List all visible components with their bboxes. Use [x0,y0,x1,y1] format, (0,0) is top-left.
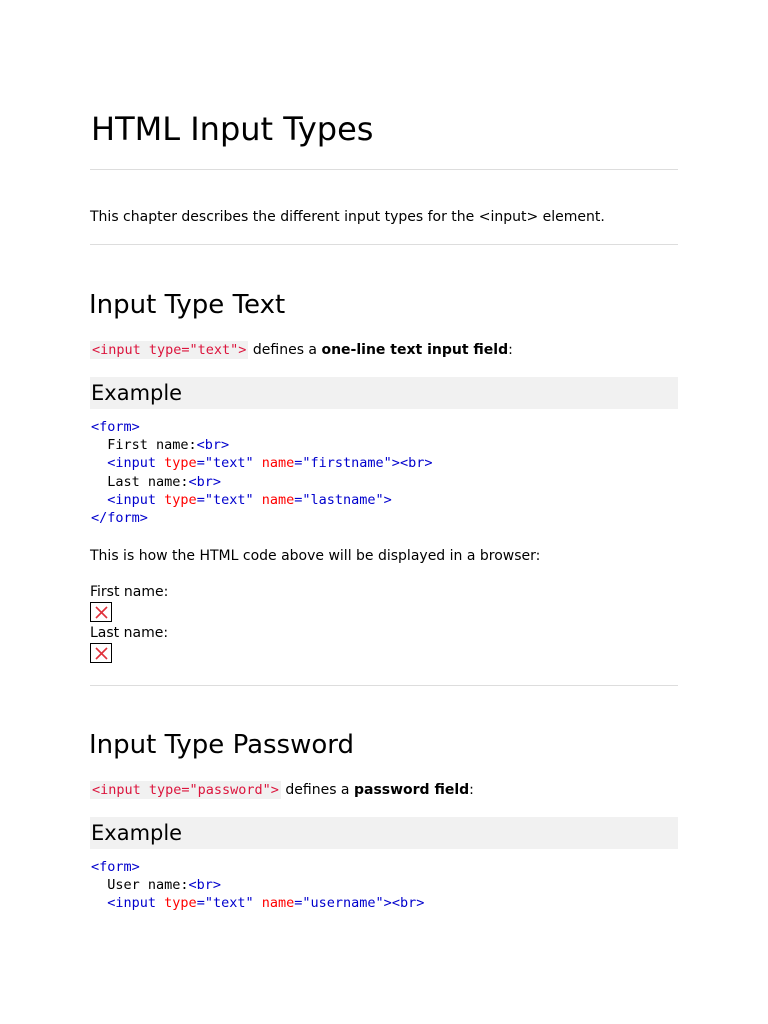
example-title: Example [91,821,183,845]
first-name-label: First name: [90,584,169,600]
code-line: <input type="text" name="firstname"><br> [107,455,433,472]
example-header [90,817,678,849]
broken-image-icon [95,647,108,660]
broken-image-icon [95,606,108,619]
example-header [90,377,678,409]
section-heading-password: Input Type Password [89,730,355,760]
description-text: : [508,342,513,358]
code-line: User name:<br> [107,877,222,894]
code-line: <form> [91,859,140,875]
example-title: Example [91,381,183,405]
first-name-input[interactable] [90,602,112,622]
last-name-label: Last name: [90,625,169,641]
description-bold: password field [353,782,470,798]
code-line: Last name:<br> [107,473,222,490]
description-text: : [469,782,474,798]
section-description-text [90,340,513,360]
last-name-input[interactable] [90,643,112,663]
code-example-text [91,418,432,527]
code-line: <input type="text" name="username"><br> [107,895,425,912]
description-text: defines a [248,342,322,358]
code-line: </form> [91,510,148,527]
code-line: <input type="text" name="lastname"> [107,491,392,508]
description-bold: one-line text input field [321,342,509,358]
section-heading-text: Input Type Text [89,290,286,320]
section-description-password [90,780,474,800]
inline-code: <input type="password"> [92,782,279,798]
page-title: HTML Input Types [91,110,374,148]
divider [90,169,678,170]
inline-code: <input type="text"> [92,342,247,358]
divider [90,685,678,686]
intro-text: This chapter describes the different input types for the <input> element. [90,209,605,225]
code-line: <form> [91,419,140,435]
result-intro-text: This is how the HTML code above will be displayed in a browser: [90,548,541,564]
description-text: defines a [280,782,354,798]
code-line: First name:<br> [107,437,230,454]
divider [90,244,678,245]
code-example-password [91,858,424,913]
